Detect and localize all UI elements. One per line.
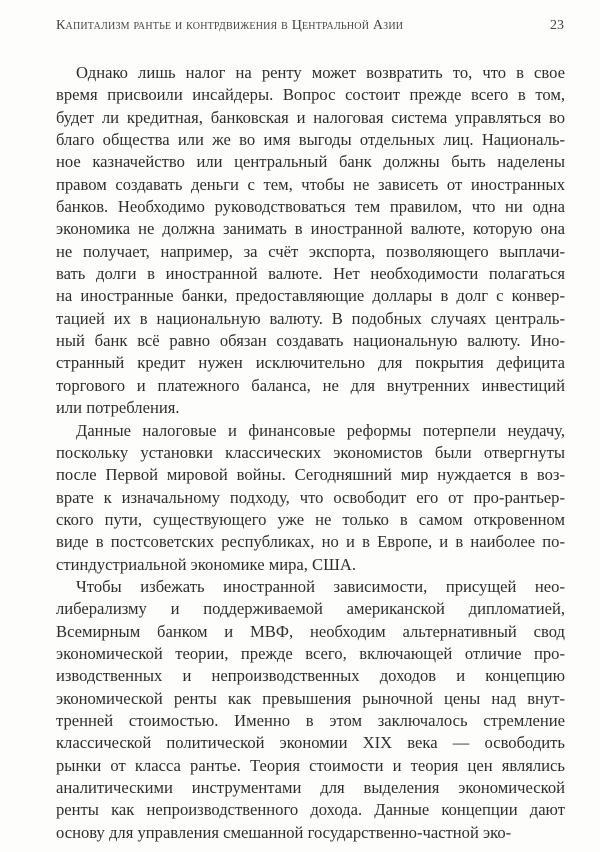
text-line: врате к изначальному подходу, что освободит его от про-рантьер- bbox=[56, 487, 565, 507]
paragraph bbox=[56, 62, 565, 420]
text-line: либерализму и поддерживаемой американской дипломатией, bbox=[56, 599, 565, 619]
text-line: изводственных и непроизводственных доходов и концепцию bbox=[56, 666, 565, 686]
text-line: основу для управления смешанной государственно-частной эко- bbox=[56, 822, 512, 842]
text-line: аналитическими инструментами для выделения экономической bbox=[56, 778, 565, 797]
text-line: ренты как непроизводственного дохода. Данные концепции дают bbox=[56, 800, 565, 820]
text-line: Всемирным банком и МВФ, необходим альтернативный свод bbox=[56, 621, 565, 641]
text-line: ского пути, существующего уже не только в самом откровенном bbox=[56, 509, 565, 529]
text-line: правом создавать деньги с тем, чтобы не зависеть от иностранных bbox=[56, 174, 565, 194]
text-line: будет ли кредитная, банковская и налоговая система управляться во bbox=[56, 107, 565, 127]
text-line: Данные налоговые и финансовые реформы потерпели неудачу, bbox=[76, 420, 565, 440]
text-line: экономической ренты как превышения рыночной цены над внут- bbox=[56, 688, 565, 708]
text-line: после Первой мировой войны. Сегодняшний мир нуждается в воз- bbox=[56, 465, 565, 485]
text-line: стиндустриальной экономике мира, США. bbox=[56, 554, 356, 574]
running-header bbox=[56, 18, 564, 34]
text-line: Однако лишь налог на ренту может возвратить то, что в свое bbox=[76, 63, 565, 82]
text-line: виде в постсоветских республиках, но и в Европе, и в наиболее по- bbox=[56, 532, 565, 552]
text-line: торгового и платежного баланса, не для внутренних инвестиций bbox=[56, 375, 565, 395]
paragraph bbox=[56, 576, 565, 844]
text-line: ный банк всё равно обязан создавать национальную валюту. Ино- bbox=[56, 331, 565, 351]
text-line: Чтобы избежать иностранной зависимости, присущей нео- bbox=[76, 576, 565, 596]
text-line: тренней стоимостью. Именно в этом заключалось стремление bbox=[56, 710, 565, 730]
text-line: банков. Необходимо руководствоваться тем правилом, что ни одна bbox=[56, 197, 565, 217]
text-line: на иностранные банки, предоставляющие доллары в долг с конвер- bbox=[56, 286, 565, 306]
text-line: странный кредит нужен исключительно для покрытия дефицита bbox=[56, 353, 565, 373]
text-line: классической политической экономии XIX века — освободить bbox=[56, 733, 565, 753]
text-line: рынки от класса рантье. Теория стоимости и теория цен являлись bbox=[56, 755, 565, 775]
text-line: поскольку установки классических экономистов были отвергнуты bbox=[56, 442, 565, 462]
text-line: благо общества или же во имя выгоды отдельных лиц. Националь- bbox=[56, 130, 565, 150]
text-line: экономической теории, прежде всего, включающей отличие про- bbox=[56, 643, 565, 663]
paragraph bbox=[56, 420, 565, 576]
text-line: тацией их в национальную валюту. В подобных случаях централь- bbox=[56, 308, 565, 328]
text-line: ное казначейство или центральный банк должны быть наделены bbox=[56, 152, 565, 172]
text-line: не получает, например, за счёт экспорта, позволяющего выплачи- bbox=[56, 241, 565, 261]
text-line: или потребления. bbox=[56, 398, 180, 418]
page-number: 23 bbox=[550, 18, 564, 33]
text-line: экономика не должна занимать в иностранной валюте, которую она bbox=[56, 219, 565, 239]
text-line: вать долги в иностранной валюте. Нет необходимости полагаться bbox=[56, 264, 565, 284]
text-line: время присвоили инсайдеры. Вопрос состоит прежде всего в том, bbox=[56, 85, 565, 105]
running-title: Капитализм рантье и контрдвижения в Центральной Азии bbox=[56, 18, 404, 33]
page-body bbox=[56, 62, 565, 844]
